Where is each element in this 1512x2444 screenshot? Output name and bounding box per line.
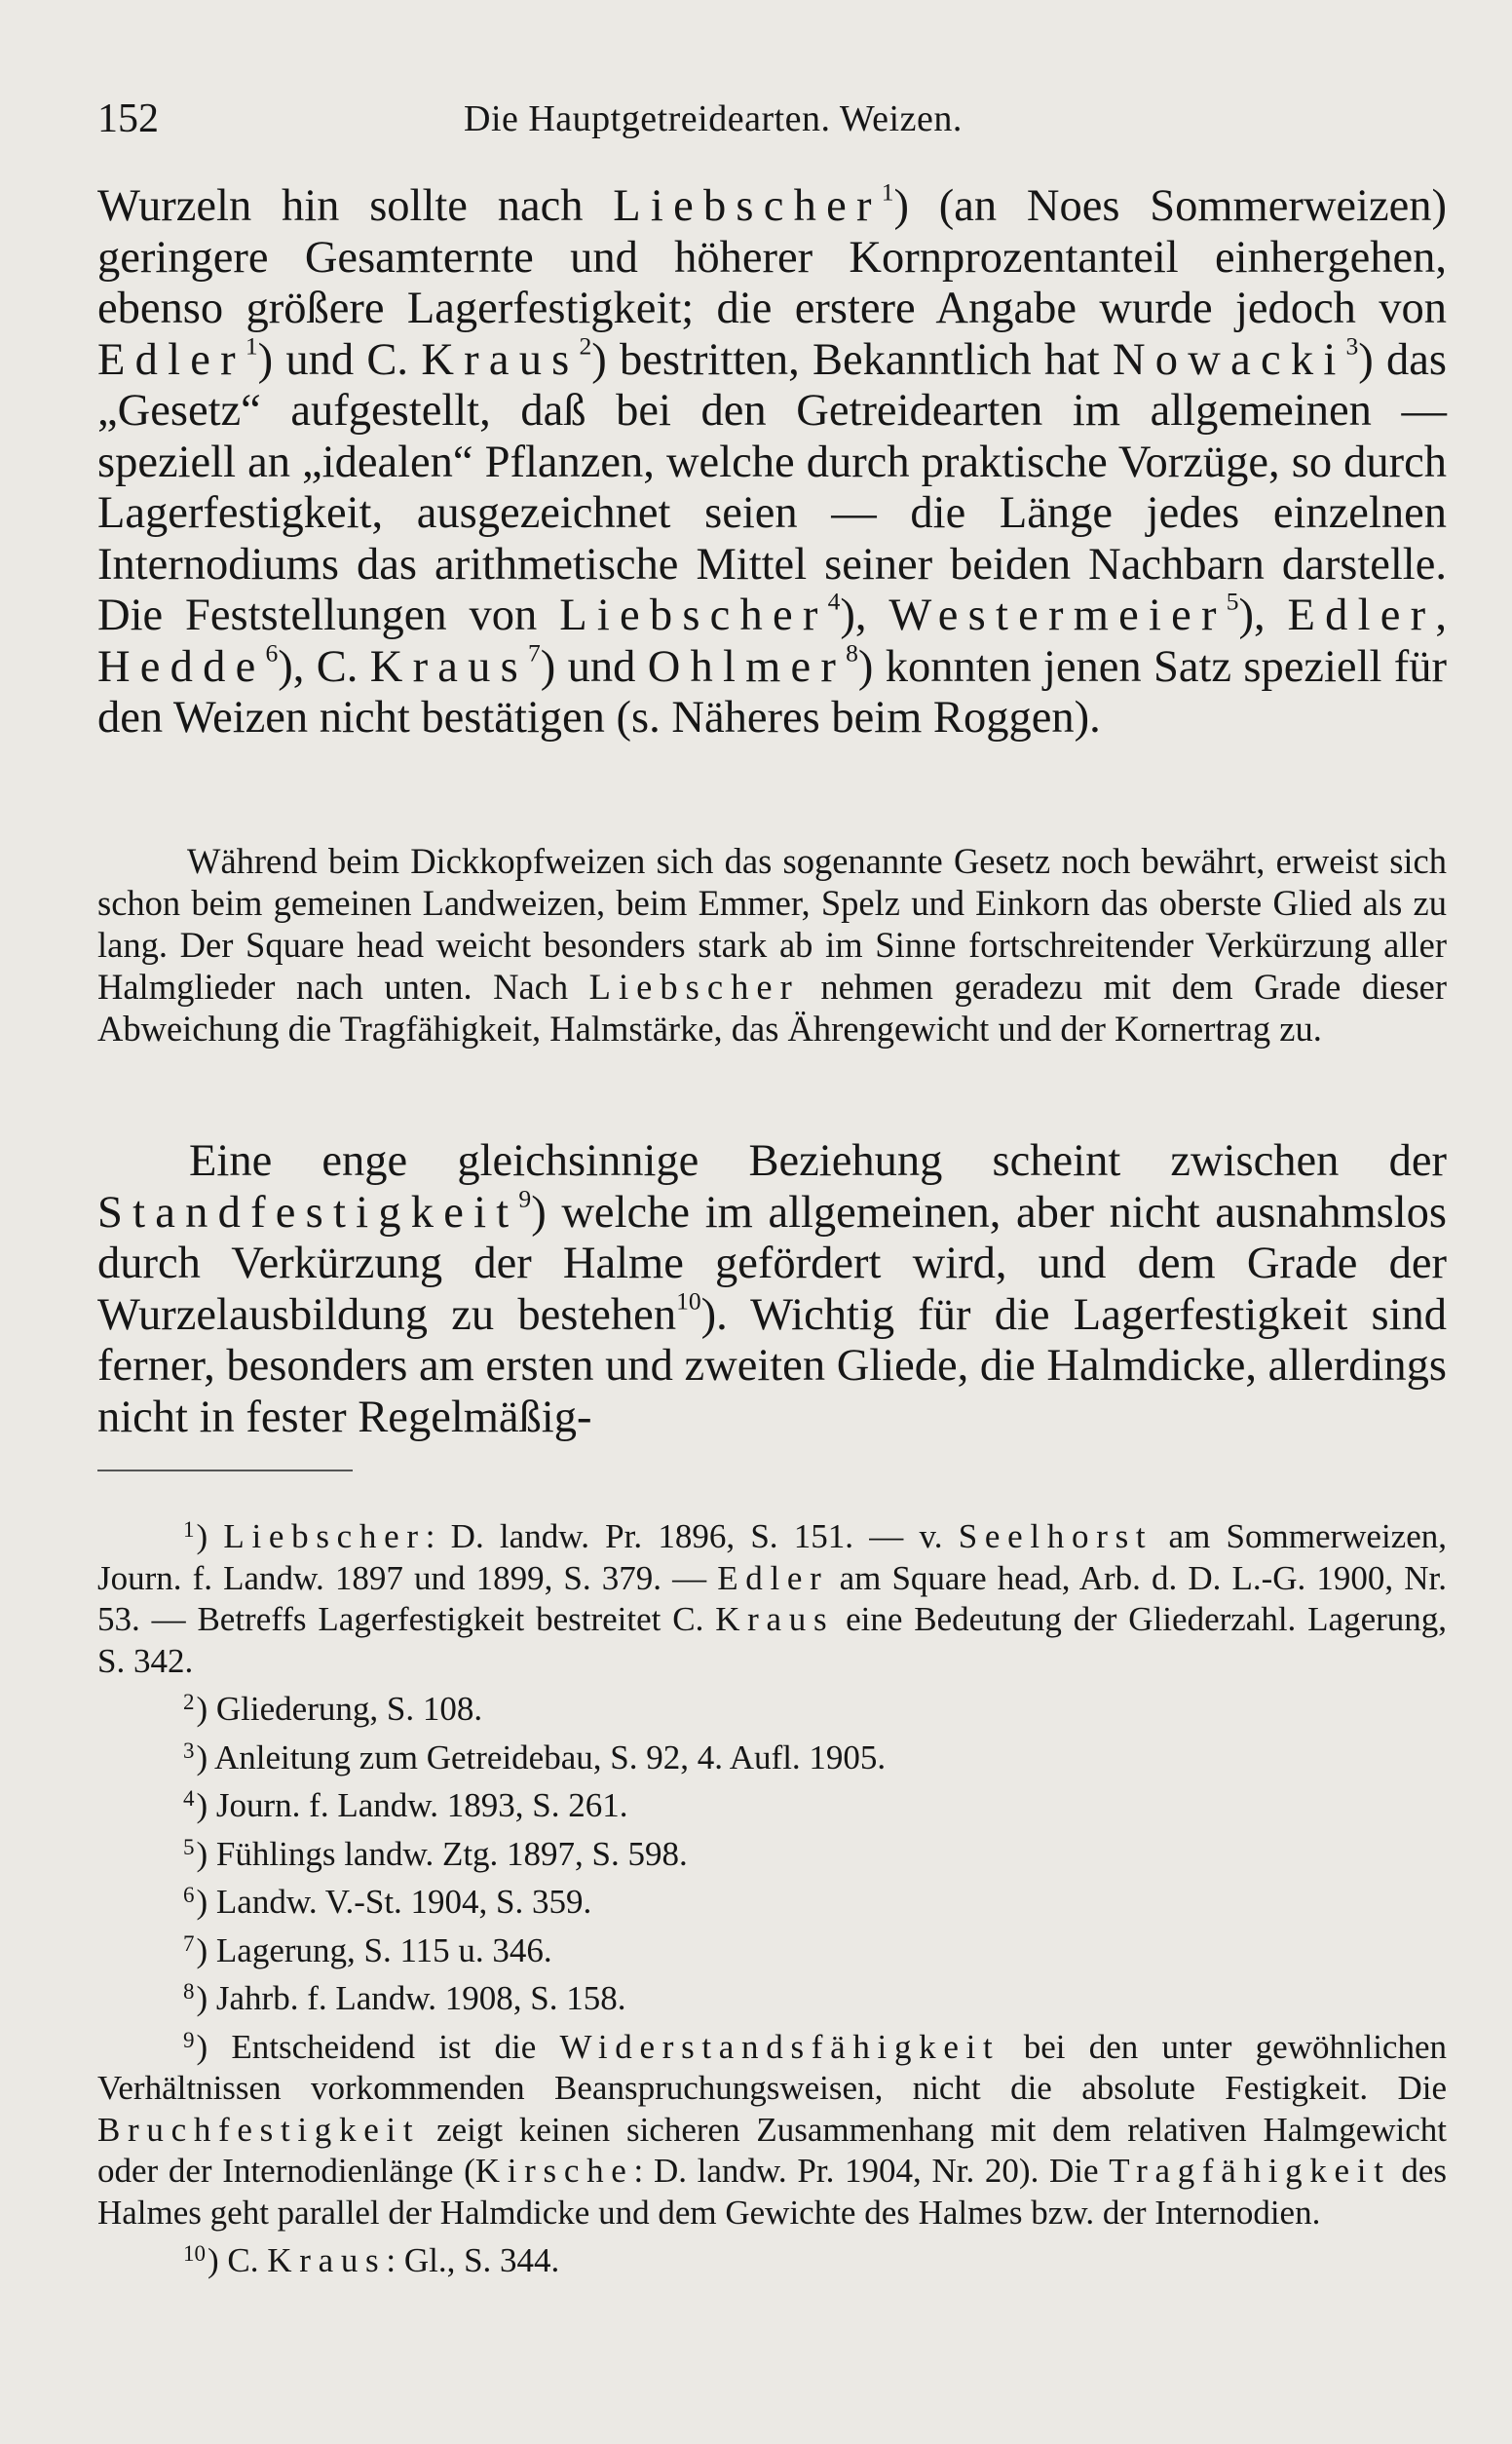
footnote-ref: 4	[827, 587, 841, 616]
footnote-2	[97, 1682, 1447, 1731]
footnote-mark: 2	[183, 1690, 195, 1714]
text-segment: ) bestritten, Bekanntlich hat	[591, 334, 1113, 385]
footnote-ref: 5	[1226, 587, 1239, 616]
footnote-text: ) Jahrb. f. Landw. 1908, S. 158.	[196, 1979, 626, 2017]
author-name: Liebscher	[588, 967, 800, 1007]
text-segment: ,	[1435, 591, 1447, 640]
text-segment: nehmen geradezu mit dem Grade dieser Abweichung die Tragfähigkeit, Halmstärke, das Ährengewicht und der Kornertrag zu.	[97, 967, 1448, 1049]
emphasized-term: Widerstandsfähigkeit	[559, 2027, 1001, 2066]
text-segment: ),	[840, 591, 889, 640]
text-segment: ), C.	[278, 641, 370, 692]
footnote-ref: 9	[518, 1184, 532, 1213]
author-name: Liebscher	[559, 591, 828, 640]
text-segment: am Sommerweizen, Journ. f. Landw. 1897 und 1899, S. 379. —	[97, 1517, 1448, 1597]
text-segment: )	[196, 1517, 224, 1555]
footnote-text: ) Landw. V.-St. 1904, S. 359.	[196, 1883, 592, 1921]
author-name: Liebscher	[613, 181, 882, 231]
footnote-ref: 8	[846, 638, 858, 668]
footnote-mark: 10	[183, 2241, 206, 2266]
text-segment: : D. landw. Pr. 1896, S. 151. — v.	[425, 1517, 959, 1555]
footnote-3	[97, 1731, 1447, 1779]
footnote-4	[97, 1778, 1447, 1827]
footnote-mark: 6	[183, 1883, 195, 1907]
footnote-text: ) Journ. f. Landw. 1893, S. 261.	[196, 1786, 628, 1824]
footnote-ref: 7	[527, 638, 541, 668]
footnote-mark: 9	[183, 2027, 195, 2052]
footnote-ref: 10	[676, 1286, 701, 1316]
footnote-mark: 5	[183, 1834, 195, 1859]
text-segment: ) welche im allgemeinen, aber nicht ausnahmslos durch Verkürzung der Halme gefördert wird, und dem Grade der Wurzelausbildung zu bestehen	[97, 1187, 1447, 1340]
author-name: Kirsche	[474, 2152, 634, 2190]
author-name: Nowacki	[1113, 334, 1346, 385]
paragraph-small-print	[97, 840, 1447, 1050]
footnote-10	[97, 2234, 1447, 2282]
author-name: Kraus	[715, 1600, 835, 1638]
footnote-9	[97, 2020, 1447, 2234]
text-segment: des Halmes geht parallel der Halmdicke und dem Gewichte des Halmes bzw. der Internodien.	[97, 2152, 1447, 2232]
footnote-ref: 2	[579, 331, 592, 361]
author-name: Westermeier	[888, 591, 1227, 640]
footnote-mark: 4	[183, 1786, 195, 1811]
footnote-divider	[97, 1470, 353, 1471]
emphasized-term: Tragfähigkeit	[1109, 2152, 1391, 2190]
text-segment: zeigt keinen sicheren Zusammenhang mit dem relativen Halmgewicht oder der Internodienlänge (	[97, 2110, 1447, 2190]
paragraph-main-2	[97, 1136, 1447, 1443]
author-name: Edler	[1287, 591, 1436, 640]
footnote-mark: 7	[183, 1930, 195, 1956]
text-segment: ) C.	[208, 2241, 268, 2279]
author-name: Seelhorst	[958, 1517, 1153, 1555]
footnote-ref: 1	[245, 331, 258, 361]
footnotes-section	[97, 1509, 1447, 2282]
author-name: Edler	[97, 334, 246, 385]
text-segment: bei den unter gewöhnlichen Verhältnissen vorkommenden Beanspruchungsweisen, nicht die absolute Festigkeit. Die	[97, 2027, 1447, 2107]
emphasized-term: Bruchfestigkeit	[97, 2110, 421, 2149]
paragraph-main-1	[97, 177, 1447, 745]
author-name: Kraus	[369, 641, 528, 692]
text-segment: ) das „Gesetz“ aufgestellt, daß bei den Getreidearten im allgemeinen — speziell an „idealen“ Pflanzen, welche durch praktische Vorzüge, so durch Lagerfestigkeit, ausgezeichnet seien — die Länge jedes einzelnen Internodiums das arithmetische Mittel seiner beiden Nachbarn darstelle. Die Feststellungen von	[97, 334, 1447, 640]
footnote-7	[97, 1924, 1447, 1972]
text-segment: : Gl., S. 344.	[386, 2241, 560, 2279]
running-title: Die Hauptgetreidearten. Weizen.	[464, 98, 963, 139]
author-name: Kraus	[267, 2241, 387, 2279]
text-segment: Eine enge gleichsinnige Beziehung scheint zwischen der	[189, 1136, 1447, 1186]
author-name: Edler	[717, 1558, 829, 1597]
footnote-text: ) Lagerung, S. 115 u. 346.	[196, 1930, 552, 1969]
text-segment: ) Entscheidend ist die	[196, 2027, 560, 2066]
footnote-5	[97, 1827, 1447, 1876]
text-segment: : D. landw. Pr. 1904, Nr. 20). Die	[633, 2152, 1110, 2190]
footnote-text: ) Anleitung zum Getreidebau, S. 92, 4. Aufl. 1905.	[196, 1738, 887, 1776]
page-number: 152	[97, 96, 159, 141]
footnote-1	[97, 1509, 1447, 1682]
text-segment: eine Bedeutung der Gliederzahl. Lagerung, S. 342.	[97, 1600, 1448, 1680]
text-segment: Während beim Dickkopfweizen sich das sogenannte Gesetz noch bewährt, erweist sich schon beim gemeinen Landweizen, beim Emmer, Spelz und Einkorn das oberste Glied als zu lang. Der Square head weicht besonders stark ab im Sinne fortschreitender Verkürzung aller Halmglieder nach unten. Nach	[97, 841, 1447, 1007]
footnote-ref: 3	[1345, 331, 1359, 361]
footnote-6	[97, 1875, 1447, 1924]
text-segment: ) konnten jenen Satz speziell für den Weizen nicht bestätigen (s. Näheres beim Roggen).	[97, 641, 1447, 743]
author-name: Kraus	[421, 334, 580, 385]
emphasized-term: Standfestigkeit	[97, 1187, 519, 1238]
page-header	[97, 94, 1447, 144]
text-segment: am Square head, Arb. d. D. L.-G. 1900, Nr. 53. — Betreffs Lagerfestigkeit bestreitet C.	[97, 1558, 1447, 1638]
footnote-8	[97, 1971, 1447, 2020]
footnote-mark: 3	[183, 1738, 195, 1763]
footnote-mark: 8	[183, 1979, 195, 2004]
author-name: Hedde	[97, 641, 266, 692]
author-name: Liebscher	[223, 1517, 426, 1555]
text-segment: ) und	[540, 641, 648, 692]
text-segment: ) und C.	[257, 334, 422, 385]
footnote-ref: 6	[265, 638, 279, 668]
footnote-ref: 1	[881, 177, 894, 207]
footnote-text: ) Fühlings landw. Ztg. 1897, S. 598.	[196, 1834, 688, 1873]
text-segment: ). Wichtig für die Lagerfestigkeit sind ferner, besonders am ersten und zweiten Gliede, die Halmdicke, allerdings nicht in fester Regelmäßig-	[97, 1289, 1447, 1442]
author-name: Ohlmer	[647, 641, 847, 692]
text-segment: ) (an Noes Sommerweizen) geringere Gesamternte und höherer Kornprozentanteil einhergehen, ebenso größere Lagerfestigkeit; die erstere Angabe wurde jedoch von	[97, 181, 1447, 333]
footnote-mark: 1	[183, 1517, 195, 1542]
text-segment: ),	[1238, 591, 1288, 640]
text-segment: Wurzeln hin sollte nach	[97, 181, 614, 231]
footnote-text: ) Gliederung, S. 108.	[196, 1690, 483, 1728]
